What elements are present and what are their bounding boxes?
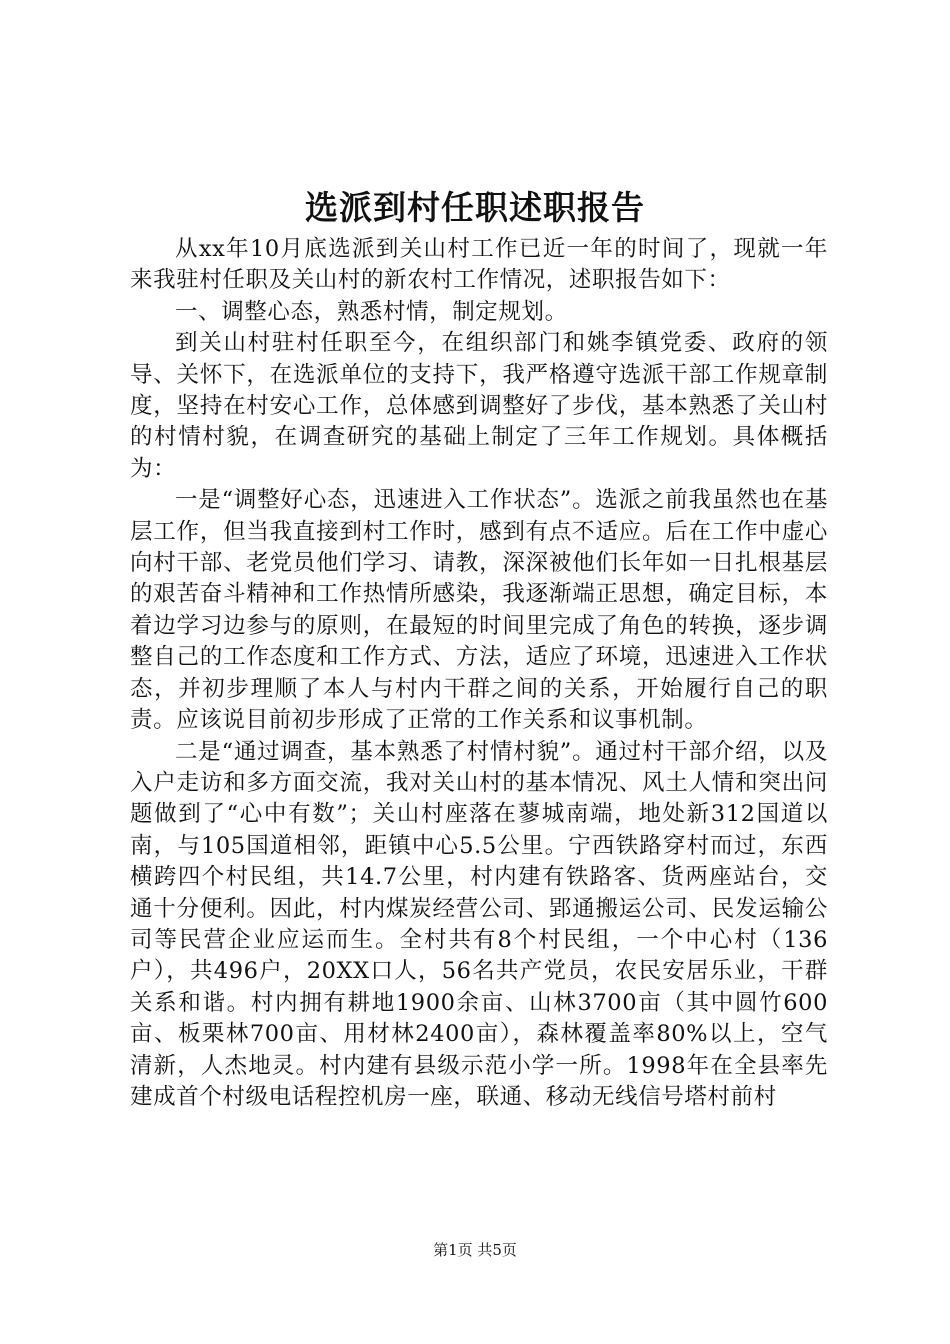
page-footer [0,1240,950,1260]
paragraph-point-two: 二是“通过调查，基本熟悉了村情村貌”。通过村干部介绍，以及入户走访和多方面交流，我对关山村的基本情况、风土人情和突出问题做到了“心中有数”；关山村座落在蓼城南端，地处新312国道以南，与105国道相邻，距镇中心5.5公里。宁西铁路穿村而过，东西横跨四个村民组，共14.7公里，村内建有铁路客、货两座站台，交通十分便利。因此，村内煤炭经营公司、郢通搬运公司、民发运输公司等民营企业应运而生。全村共有8个村民组，一个中心村（136户），共496户，20XX口人，56名共产党员，农民安居乐业，干群关系和谐。村内拥有耕地1900余亩、山林3700亩（其中圆竹600亩、板栗林700亩、用材林2400亩），森林覆盖率80%以上，空气清新，人杰地灵。村内建有县级示范小学一所。1998年在全县率先建成首个村级电话程控机房一座，联通、移动无线信号塔村前村 [130,738,828,1110]
paragraph-point-one: 一是“调整好心态，迅速进入工作状态”。选派之前我虽然也在基层工作，但当我直接到村工作时，感到有点不适应。后在工作中虚心向村干部、老党员他们学习、请教，深深被他们长年如一日扎根基层的艰苦奋斗精神和工作热情所感染，我逐渐端正思想，确定目标，本着边学习边参与的原则，在最短的时间里完成了角色的转换，逐步调整自己的工作态度和工作方式、方法，适应了环境，迅速进入工作状态，并初步理顺了本人与村内干群之间的关系，开始履行自己的职责。应该说目前初步形成了正常的工作关系和议事机制。 [130,487,828,734]
paragraph-intro: 从xx年10月底选派到关山村工作已近一年的时间了，现就一年来我驻村任职及关山村的新农村工作情况，述职报告如下： [130,236,828,294]
document-body [130,234,828,1113]
page-number: 第1页 [433,1241,473,1259]
page-total: 共5页 [477,1241,517,1259]
paragraph-overview: 到关山村驻村任职至今，在组织部门和姚李镇党委、政府的领导、关怀下，在选派单位的支持下，我严格遵守选派干部工作规章制度，坚持在村安心工作，总体感到调整好了步伐，基本熟悉了关山村的村情村貌，在调查研究的基础上制定了三年工作规划。具体概括为： [130,330,828,482]
paragraph-section-heading: 一、调整心态，熟悉村情，制定规划。 [175,298,568,325]
document-title: 选派到村任职述职报告 [305,188,645,227]
